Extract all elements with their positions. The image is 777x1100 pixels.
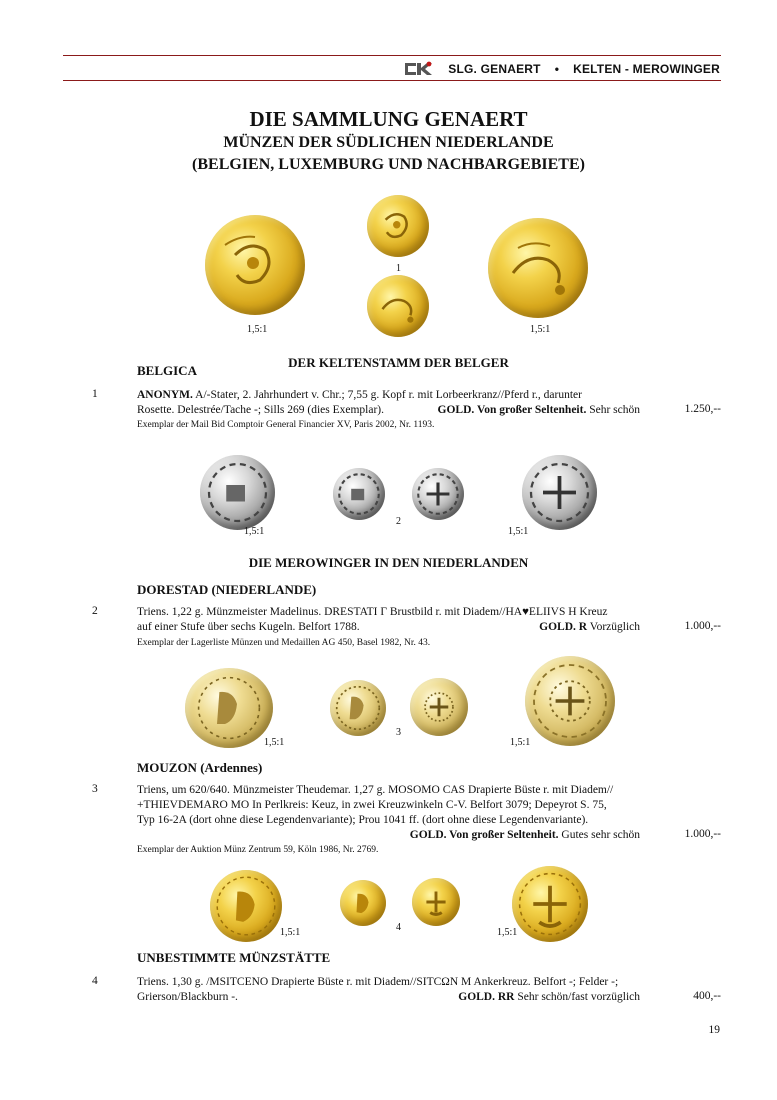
- section-mouzon: MOUZON (Ardennes): [137, 760, 263, 775]
- coin-1-reverse-enlarged: [488, 218, 588, 318]
- coin-3-reverse-enlarged: [525, 656, 615, 746]
- lot-4-number: 4: [92, 975, 98, 987]
- coin-1-reverse: [367, 275, 429, 337]
- plate-4-scale-left: 1,5:1: [280, 927, 301, 938]
- section-belger: DER KELTENSTAMM DER BELGER: [288, 355, 509, 370]
- section-belgica: BELGICA: [137, 363, 197, 378]
- plate-4-number: 4: [396, 922, 401, 933]
- lot-3-description: Triens, um 620/640. Münzmeister Theudemar. 1,27 g. MOSOMO CAS Drapierte Büste r. mit Diadem// +THIEVDEMARO MO In Perlkreis: Keuz, in zwei Kreuzwinkeln C-V. Belfort 3079; Depeyrot S. 75, Typ 16-2A (dort ohne diese Legendenvariante); Prou 1041 ff. (dort ohne diese Legendenvariante). GOLD. Von großer Seltenheit. Gutes sehr schön: [137, 784, 640, 841]
- page-title: DIE SAMMLUNG GENAERT: [249, 107, 528, 131]
- header-rule-bottom: [63, 80, 721, 81]
- coin-4-reverse-enlarged: [512, 866, 588, 942]
- plate-4-scale-right: 1,5:1: [497, 927, 518, 938]
- header-rule-top: [63, 55, 721, 56]
- section-merowinger: DIE MEROWINGER IN DEN NIEDERLANDEN: [248, 555, 529, 570]
- lot-4-price: 400,--: [693, 990, 721, 1002]
- coin-2-obverse: [333, 468, 385, 520]
- section-unbestimmt: UNBESTIMMTE MÜNZSTÄTTE: [137, 950, 331, 965]
- lot-3-price: 1.000,--: [684, 828, 721, 840]
- plate-3-scale-right: 1,5:1: [510, 737, 531, 748]
- plate-2-number: 2: [396, 516, 401, 527]
- lot-4-description: Triens. 1,30 g. /MSITCENO Drapierte Büste r. mit Diadem//SITCΩN M Ankerkreuz. Belfort -; Felder -; Grierson/Blackburn -. GOLD. RR Sehr schön/fast vorzüglich: [137, 976, 640, 1003]
- lot-2-price: 1.000,--: [684, 620, 721, 632]
- plate-2-scale-left: 1,5:1: [244, 526, 265, 537]
- lot-2-number: 2: [92, 605, 98, 617]
- coin-1-obverse: [367, 195, 429, 257]
- running-header: [380, 60, 720, 78]
- ck-logo-icon: [404, 60, 434, 78]
- coin-4-obverse-enlarged: [210, 870, 282, 942]
- header-topic: KELTEN - MEROWINGER: [573, 62, 720, 76]
- page-subtitle-1: MÜNZEN DER SÜDLICHEN NIEDERLANDE: [223, 134, 554, 151]
- plate-1-scale-right: 1,5:1: [530, 324, 551, 335]
- plate-1-number: 1: [396, 263, 401, 274]
- lot-1-number: 1: [92, 388, 98, 400]
- coin-4-reverse: [412, 878, 460, 926]
- page-subtitle-2: (BELGIEN, LUXEMBURG UND NACHBARGEBIETE): [192, 156, 585, 173]
- plate-3-scale-left: 1,5:1: [264, 737, 285, 748]
- lot-3-number: 3: [92, 783, 98, 795]
- lot-2-provenance: Exemplar der Lagerliste Münzen und Medaillen AG 450, Basel 1982, Nr. 43.: [137, 638, 431, 648]
- coin-2-reverse: [412, 468, 464, 520]
- lot-1-provenance: Exemplar der Mail Bid Comptoir General Financier XV, Paris 2002, Nr. 1193.: [137, 420, 435, 430]
- coin-2-obverse-enlarged: [200, 455, 275, 530]
- lot-1-ruler: ANONYM.: [137, 389, 193, 401]
- coin-4-obverse: [340, 880, 386, 926]
- coin-3-obverse-enlarged: [185, 668, 273, 748]
- coin-2-reverse-enlarged: [522, 455, 597, 530]
- page-number: 19: [708, 1024, 720, 1036]
- section-dorestad: DORESTAD (NIEDERLANDE): [137, 582, 317, 597]
- lot-2-description: Triens. 1,22 g. Münzmeister Madelinus. DRESTATI Γ Brustbild r. mit Diadem//HA♥ELIIVS H Kreuz auf einer Stufe über sechs Kugeln. Belfort 1788. GOLD. R Vorzüglich: [137, 606, 640, 633]
- coin-1-obverse-enlarged: [205, 215, 305, 315]
- lot-1-price: 1.250,--: [684, 403, 721, 415]
- plate-3-number: 3: [396, 727, 401, 738]
- lot-3-provenance: Exemplar der Auktion Münz Zentrum 59, Köln 1986, Nr. 2769.: [137, 845, 379, 855]
- lot-1-description: ANONYM. A/-Stater, 2. Jahrhundert v. Chr.; 7,55 g. Kopf r. mit Lorbeerkranz//Pferd r., darunter Rosette. Delestrée/Tache -; Sills 269 (dies Exemplar). GOLD. Von großer Seltenheit. Sehr schön: [137, 389, 640, 416]
- coin-3-obverse: [330, 680, 386, 736]
- plate-2-scale-right: 1,5:1: [508, 526, 529, 537]
- header-series: SLG. GENAERT: [448, 62, 541, 76]
- plate-1-scale-left: 1,5:1: [247, 324, 268, 335]
- coin-3-reverse: [410, 678, 468, 736]
- header-separator: •: [554, 62, 560, 76]
